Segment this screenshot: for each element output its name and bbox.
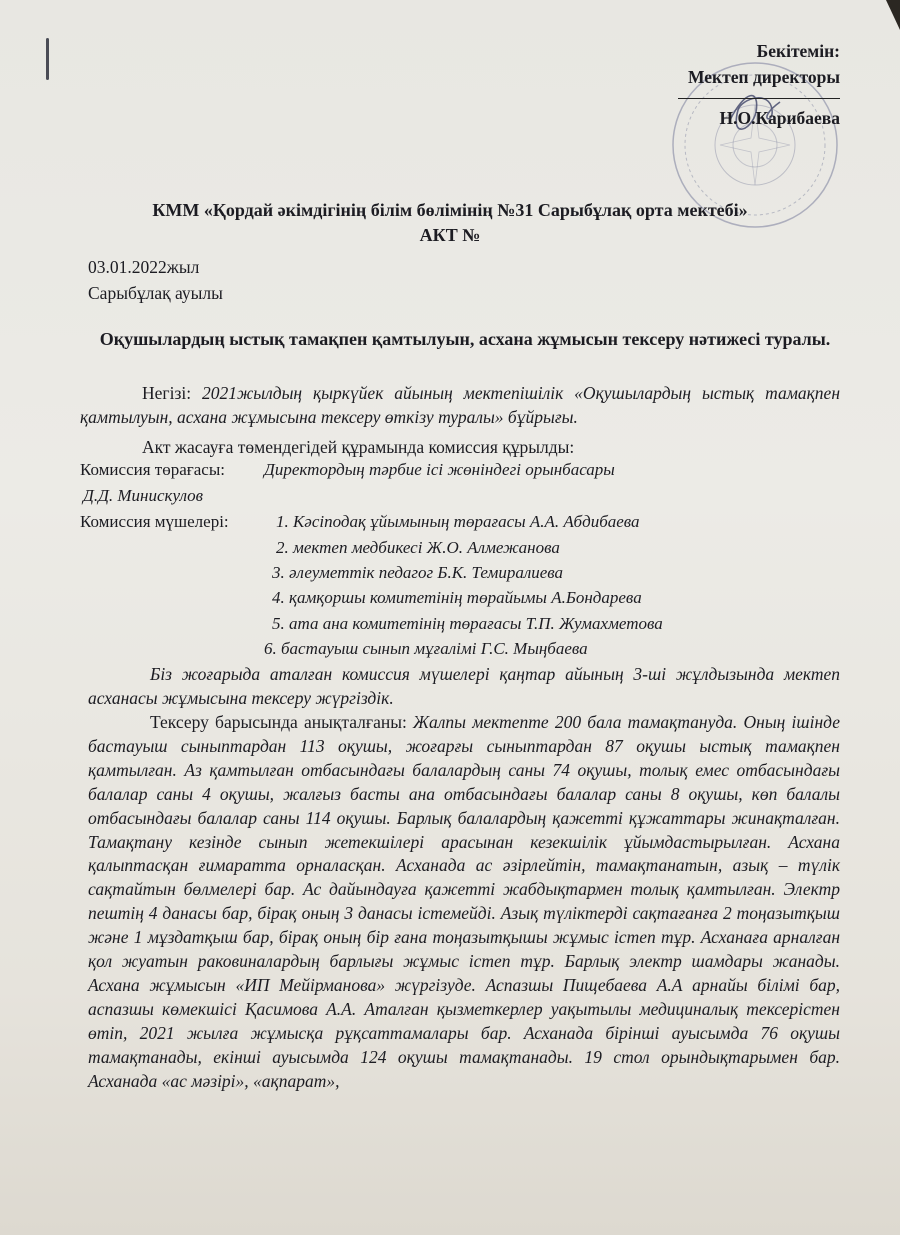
organization-name: КММ «Қордай әкімдігінің білім бөлімінің №31 Сарыбұлақ орта мектебі» bbox=[152, 200, 748, 220]
findings-paragraph bbox=[88, 711, 840, 1094]
member-item: 6. бастауыш сынып мұғалімі Г.С. Мыңбаева bbox=[264, 639, 588, 658]
findings-label: Тексеру барысында анықталғаны: bbox=[150, 712, 414, 732]
commission-intro: Акт жасауға төмендегідей құрамында комиссия құрылды: bbox=[142, 437, 575, 457]
signature-line bbox=[678, 98, 840, 99]
act-date: 03.01.2022жыл bbox=[88, 257, 200, 277]
basis-text: 2021жылдың қыркүйек айының мектепішілік «Оқушылардың ыстық тамақпен қамтылуын, асхана жұмысына тексеру өткізу туралы» бұйрығы. bbox=[80, 383, 840, 427]
approval-block bbox=[678, 38, 840, 131]
statement-paragraph: Біз жоғарыда аталған комиссия мүшелері қаңтар айының 3-ші жұлдызында мектеп асханасы жұмысына тексеру жүргіздік. bbox=[88, 664, 840, 708]
chair-label: Комиссия төрағасы: bbox=[80, 460, 225, 479]
act-subject: Оқушылардың ыстық тамақпен қамтылуын, асхана жұмысын тексеру нәтижесі туралы. bbox=[99, 329, 831, 349]
findings-text: Жалпы мектепте 200 бала тамақтануда. Оның ішінде бастауыш сыныптардан 113 оқушы, жоғарғы сыныптардан 87 оқушы ыстық тамақпен қамтылған. Аз қамтылған отбасындағы балалардың саны 74 оқушы, толық емес отбасындағы балалар саны 4 оқушы, жалғыз басты ана отбасындағы балалар саны 8 оқушы, көп балалы отбасындағы балалар саны 114 оқушы. Барлық балалардың қажетті құжаттары жинақталған. Тамақтану кезінде сынып жетекшілері арасынан кезекшілік ұйымдастырылған. Асхана қалыптасқан ғимаратта орналасқан. Асханада ас әзірлейтін, тамақтанатын, азық – түлік сақтайтын бөлмелері бар. Ас дайындауға қажетті жабдықтармен толық қамтылған. Электр пештің 4 данасы бар, бірақ оның 3 данасы істемейді. Азық түліктерді сақтағанға 2 тоңазытқыш және 1 мұздатқыш бар, бірақ оның бір ғана тоңазытқышы жұмыс істеп тұр. Асханаға арналған қол жуатын раковиналардың барлығы жұмыс істеп тұр. Барлық электр шамдары жанады. Асхана жұмысын «ИП Мейірманова» жүргізуде. Аспазшы Пищебаева А.А арнайы білімі бар, аспазшы көмекшісі Қасимова А.А. Аталған қызметкерлер уақытылы медициналық тексерістен өтіп, 2021 жылға жұмысқа рұқсаттамалары бар. Асханада бірінші ауысымда 76 оқушы тамақтанады, екінші ауысымда 124 оқушы тамақтанады. 19 стол орындықтарымен бар. Асханада «ас мәзірі», «ақпарат», bbox=[88, 712, 840, 1091]
document-meta bbox=[88, 254, 223, 306]
member-item: 1. Кәсіподақ ұйымының төрағасы А.А. Абдибаева bbox=[276, 512, 640, 531]
basis-paragraph bbox=[80, 381, 840, 459]
act-place: Сарыбұлақ ауылы bbox=[88, 283, 223, 303]
member-item: 5. ата ана комитетінің төрағасы Т.П. Жумахметова bbox=[272, 614, 663, 633]
approval-position: Мектеп директоры bbox=[688, 67, 840, 87]
director-name: Н.О.Карибаева bbox=[719, 108, 840, 128]
chair-role: Директордың тәрбие ісі жөніндегі орынбасары bbox=[264, 460, 615, 479]
member-item: 4. қамқоршы комитетінің төрайымы А.Бондарева bbox=[272, 588, 642, 607]
basis-label: Негізі: bbox=[142, 383, 202, 403]
binder-mark bbox=[46, 38, 49, 80]
act-title: АКТ № bbox=[419, 225, 481, 245]
member-item: 3. әлеуметтік педагог Б.К. Темиралиева bbox=[272, 563, 564, 582]
members-label: Комиссия мүшелері: bbox=[80, 512, 229, 531]
document-header bbox=[0, 198, 900, 248]
approval-title: Бекітемін: bbox=[756, 41, 840, 61]
page-corner bbox=[886, 0, 900, 30]
chair-name: Д.Д. Минискулов bbox=[83, 486, 204, 505]
member-item: 2. мектеп медбикесі Ж.О. Алмежанова bbox=[276, 538, 560, 557]
